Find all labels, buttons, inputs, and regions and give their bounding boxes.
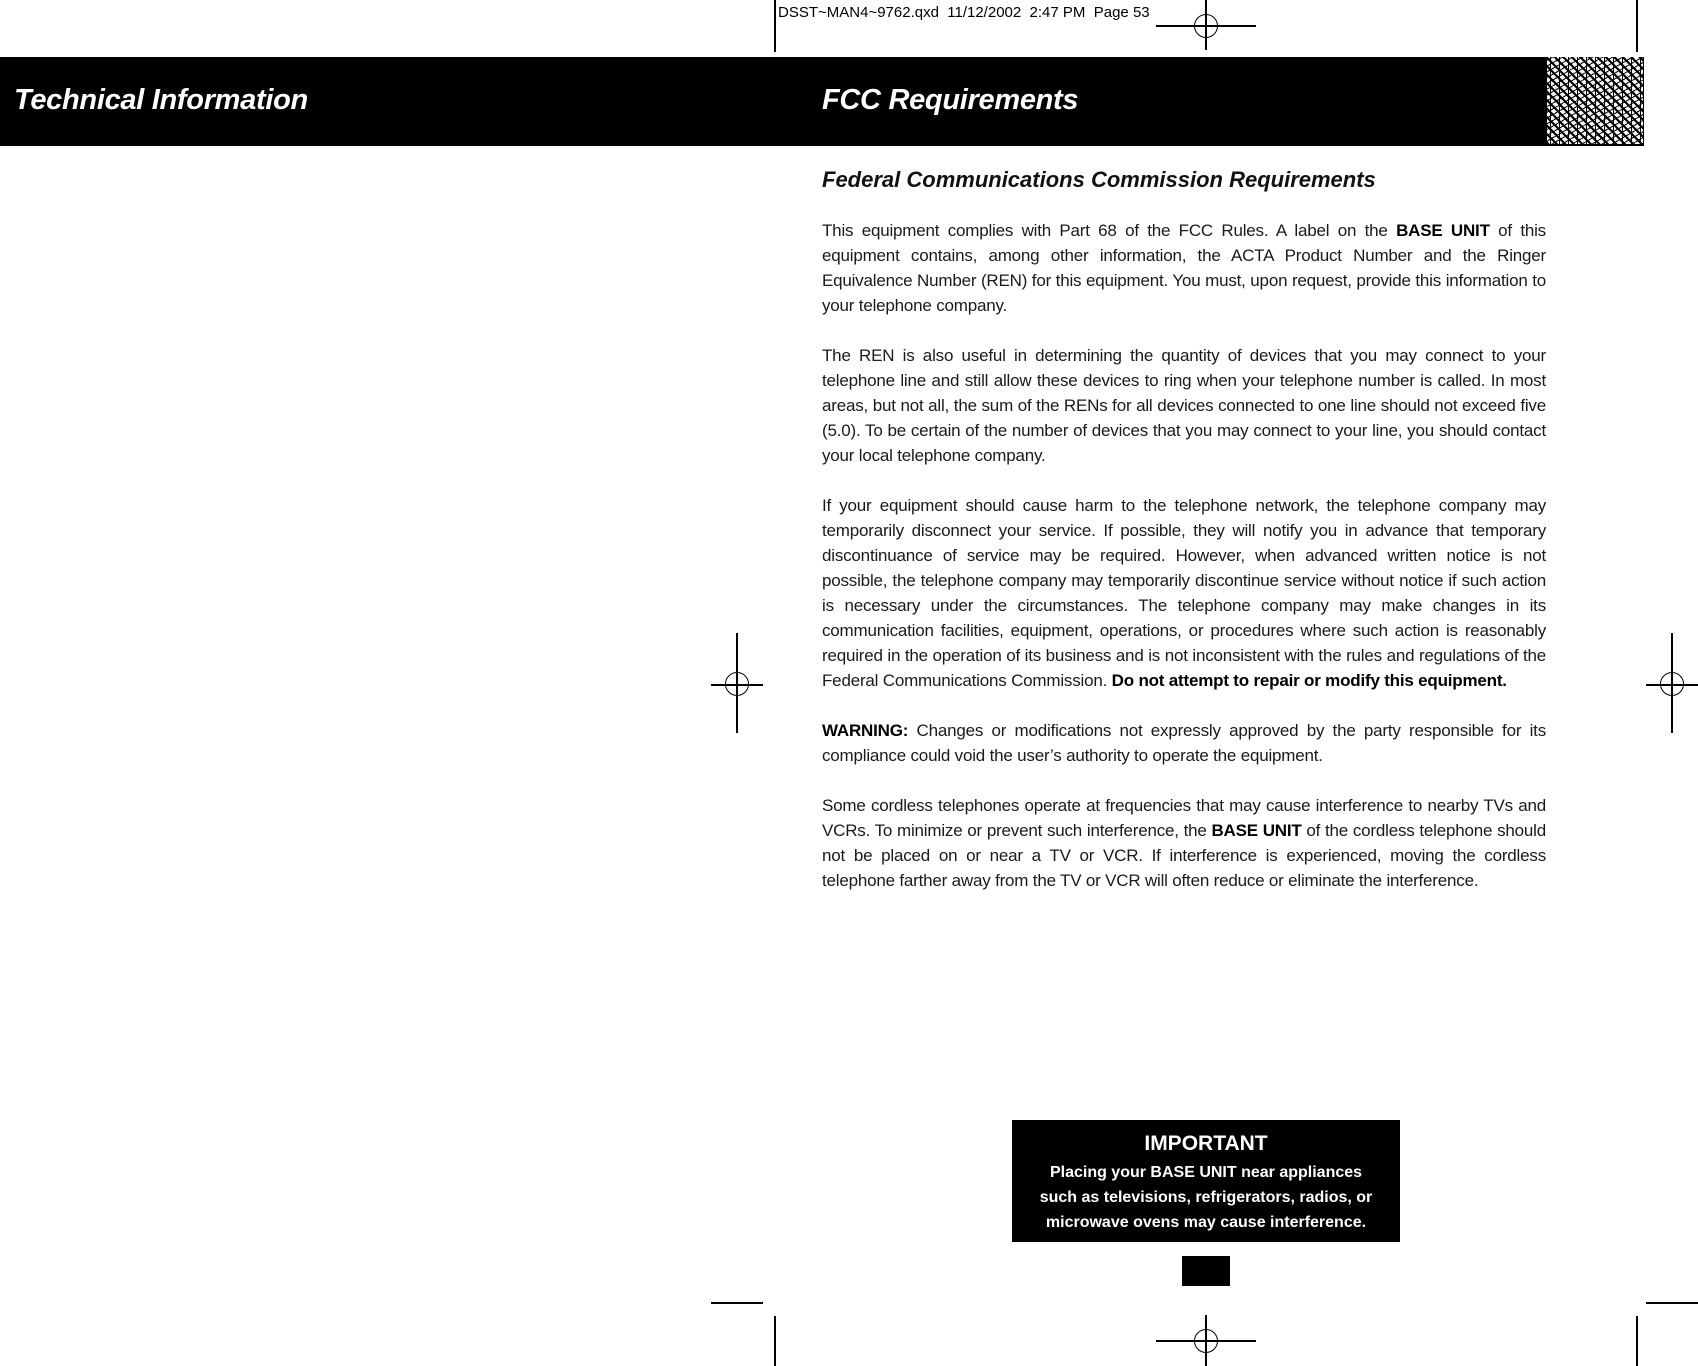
- page-heading: Federal Communications Commission Requirements: [822, 167, 1376, 192]
- registration-mark-icon: [1194, 1329, 1218, 1353]
- registration-mark-icon: [1194, 14, 1218, 38]
- important-body: [1012, 1160, 1400, 1235]
- bold-warning-text: Do not attempt to repair or modify this equipment.: [1111, 671, 1507, 690]
- fcc-content: [822, 165, 1546, 918]
- crop-mark: [1636, 0, 1638, 52]
- paragraph-interference: [822, 793, 1546, 893]
- text-run: This equipment complies with Part 68 of the FCC Rules. A label on the: [822, 221, 1397, 240]
- section-title-left: Technical Information: [14, 84, 308, 116]
- important-line: Placing your BASE UNIT near appliances: [1049, 1164, 1363, 1181]
- important-line: microwave ovens may cause interference.: [1045, 1214, 1367, 1231]
- important-line: such as televisions, refrigerators, radios, or: [1039, 1189, 1373, 1206]
- important-title: IMPORTANT: [1144, 1132, 1268, 1155]
- registration-mark-icon: [725, 672, 749, 696]
- crop-mark: [774, 1316, 776, 1366]
- text-run: of this equipment contains, among other information, the ACTA Product Number and the Ringer Equivalence Number (REN) for this equipment. You must, upon request, provide this information to your telephone company.: [822, 221, 1546, 315]
- bold-term: BASE UNIT: [1211, 821, 1302, 840]
- important-callout: [1012, 1120, 1400, 1242]
- crop-mark: [774, 0, 776, 52]
- text-run: Some cordless telephones operate at frequencies that may cause interference to nearby TVs and VCRs. To minimize or prevent such interference, the: [822, 796, 1546, 840]
- page-number-block: [1182, 1256, 1230, 1286]
- section-title-right: FCC Requirements: [822, 84, 1079, 116]
- bold-term: BASE UNIT: [1396, 221, 1490, 240]
- text-run: Changes or modifications not expressly approved by the party responsible for its compliance could void the user’s authority to operate the equipment.: [822, 721, 1546, 765]
- paragraph-network-harm: [822, 493, 1546, 693]
- paragraph-ren: The REN is also useful in determining the quantity of devices that you may connect to your telephone line and still allow these devices to ring when your telephone number is called. In most areas, but not all, the sum of the RENs for all devices connected to one line should not exceed five (5.0). To be certain of the number of devices that you may connect to your line, you should contact your local telephone company.: [822, 346, 1546, 465]
- warning-label: WARNING:: [822, 721, 909, 740]
- barcode-graphic: [1547, 57, 1643, 144]
- crop-mark: [1636, 1316, 1638, 1366]
- text-run: If your equipment should cause harm to the telephone network, the telephone company may temporarily disconnect your service. If possible, they will notify you in advance that temporary discontinuance of service may be required. However, when advanced written notice is not possible, the telephone company may temporarily discontinue service without notice if such action is necessary under the circumstances. The telephone company may make changes in its communication facilities, equipment, operations, or procedures where such action is reasonably required in the operation of its business and is not inconsistent with the rules and regulations of the Federal Communications Commission.: [822, 496, 1546, 690]
- paragraph-warning: [822, 718, 1546, 768]
- crop-mark: [1646, 1302, 1698, 1304]
- paragraph-part68: [822, 218, 1546, 318]
- registration-mark-icon: [1660, 672, 1684, 696]
- crop-mark: [711, 1302, 763, 1304]
- text-run: of the cordless telephone should not be placed on or near a TV or VCR. If interference is experienced, moving the cordless telephone farther away from the TV or VCR will often reduce or eliminate the interference.: [822, 821, 1546, 890]
- print-slug-line: DSST~MAN4~9762.qxd 11/12/2002 2:47 PM Page 53: [778, 4, 1150, 21]
